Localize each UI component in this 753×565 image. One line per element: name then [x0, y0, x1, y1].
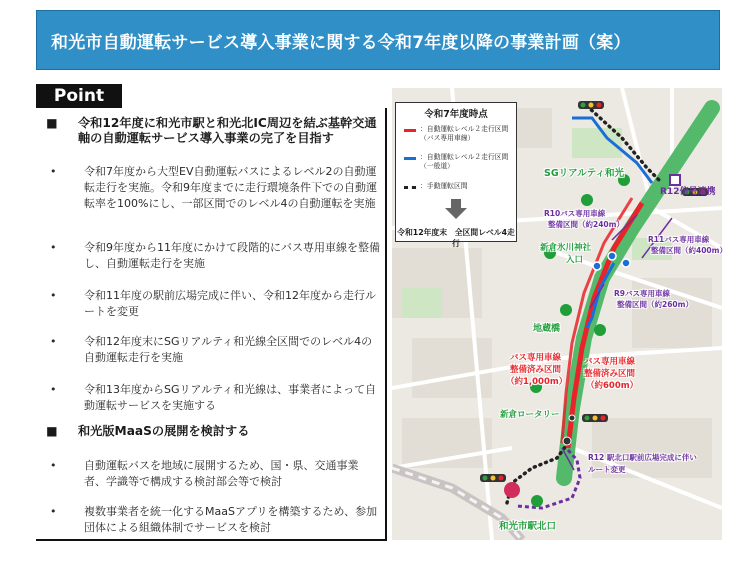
label-sg-road: SGリアルティ和光 [544, 168, 624, 179]
label-shinkura-hikawa: 新倉氷川神社 [540, 243, 592, 253]
label-bus-lane-b2: 整備済み区間 [584, 369, 636, 379]
panel-border-right [385, 108, 387, 540]
point-panel: ■ 令和12年度に和光市駅と和光北IC周辺を結ぶ基幹交通軸の自動運転サービス導入事業の完了を目指す • 令和7年度から大型EV自動運転バスによるレベル2の自動運転走行を実施。令和9年度までに走行環境条件下での自動運転率を100%にし、一部区間でのレベル4の自動運転を実施 • 令和9年度から11年度にかけて段階的にバス専用車線を整備し、自動運転走行を実施 • 令和11年度の駅前広場完成に伴い、令和12年度から走行ルートを変更 • 令和12年度末にSGリアルティ和光線全区間でのレベル4の自動運転走行を実施 • 令和13年度からSGリアルティ和光線は、事業者によって自動運転サービスを実施する ■ 和光版MaaSの展開を検討する • 自動運転バスを地域に展開するため、国・県、交通事業者、学識等で構成する検討部会等で検討 • 複数事業者を統一化するMaaSアプリを構築するため、参加団体による組織体制でサービスを検討 [46, 116, 380, 534]
label-bus-lane-b3: （約600m） [586, 381, 639, 391]
label-bus-lane-a3: （約1,000m） [506, 377, 568, 387]
label-r10-lane: R10バス専用車線 [544, 209, 606, 218]
bullet-dot-icon: • [50, 165, 57, 178]
bullet-dot-icon: • [50, 505, 57, 518]
label-rotary: 新倉ロータリー [500, 410, 560, 420]
panel-border-bottom [36, 539, 387, 541]
label-r12-link: R12信号連携 [660, 187, 716, 197]
bullet-dot-icon: • [50, 289, 57, 302]
legend-result: 令和12年度末 全区間レベル4走行 [397, 228, 515, 248]
legend-swatch-blue [404, 157, 416, 160]
label-bus-lane-a1: バス専用車線 [510, 353, 562, 363]
bullet-dot-icon: • [50, 383, 57, 396]
legend [395, 102, 517, 248]
legend-item: ：自動運転レベル２走行区間（一般道） [420, 153, 509, 170]
point-tab: Point [36, 84, 122, 108]
label-iriguchi: 入口 [566, 255, 584, 265]
label-r12-route-change: ルート変更 [588, 465, 626, 474]
label-bus-lane-b1: バス専用車線 [584, 357, 636, 367]
legend-item: ：自動運転レベル２走行区間（バス専用車線） [420, 125, 509, 142]
square-bullet-icon: ■ [46, 116, 58, 130]
bullet-dot-icon: • [50, 335, 57, 348]
title-bar [36, 10, 720, 70]
legend-swatch-red [404, 129, 416, 132]
legend-item: ：手動運転区間 [420, 182, 468, 190]
legend-swatch-dotted [404, 186, 416, 189]
square-bullet-icon: ■ [46, 424, 58, 438]
legend-title: 令和7年度時点 [424, 109, 488, 120]
label-r9-sec: 整備区間（約260m） [617, 300, 693, 309]
label-r11-lane: R11バス専用車線 [648, 235, 710, 244]
label-chizobashi: 地蔵橋 [533, 324, 561, 334]
label-r12-station: R12 駅北口駅前広場完成に伴い [588, 453, 697, 462]
label-bus-lane-a2: 整備済み区間 [510, 365, 562, 375]
label-r10-sec: 整備区間（約240m） [548, 220, 624, 229]
bullet-dot-icon: • [50, 459, 57, 472]
page-title: 和光市自動運転サービス導入事業に関する令和7年度以降の事業計画（案） [51, 33, 631, 53]
label-station: 和光市駅北口 [499, 521, 557, 532]
down-arrow-icon [445, 199, 467, 221]
bullet-dot-icon: • [50, 241, 57, 254]
label-r11-sec: 整備区間（約400m） [651, 246, 727, 255]
label-r9-lane: R9バス専用車線 [614, 289, 670, 298]
